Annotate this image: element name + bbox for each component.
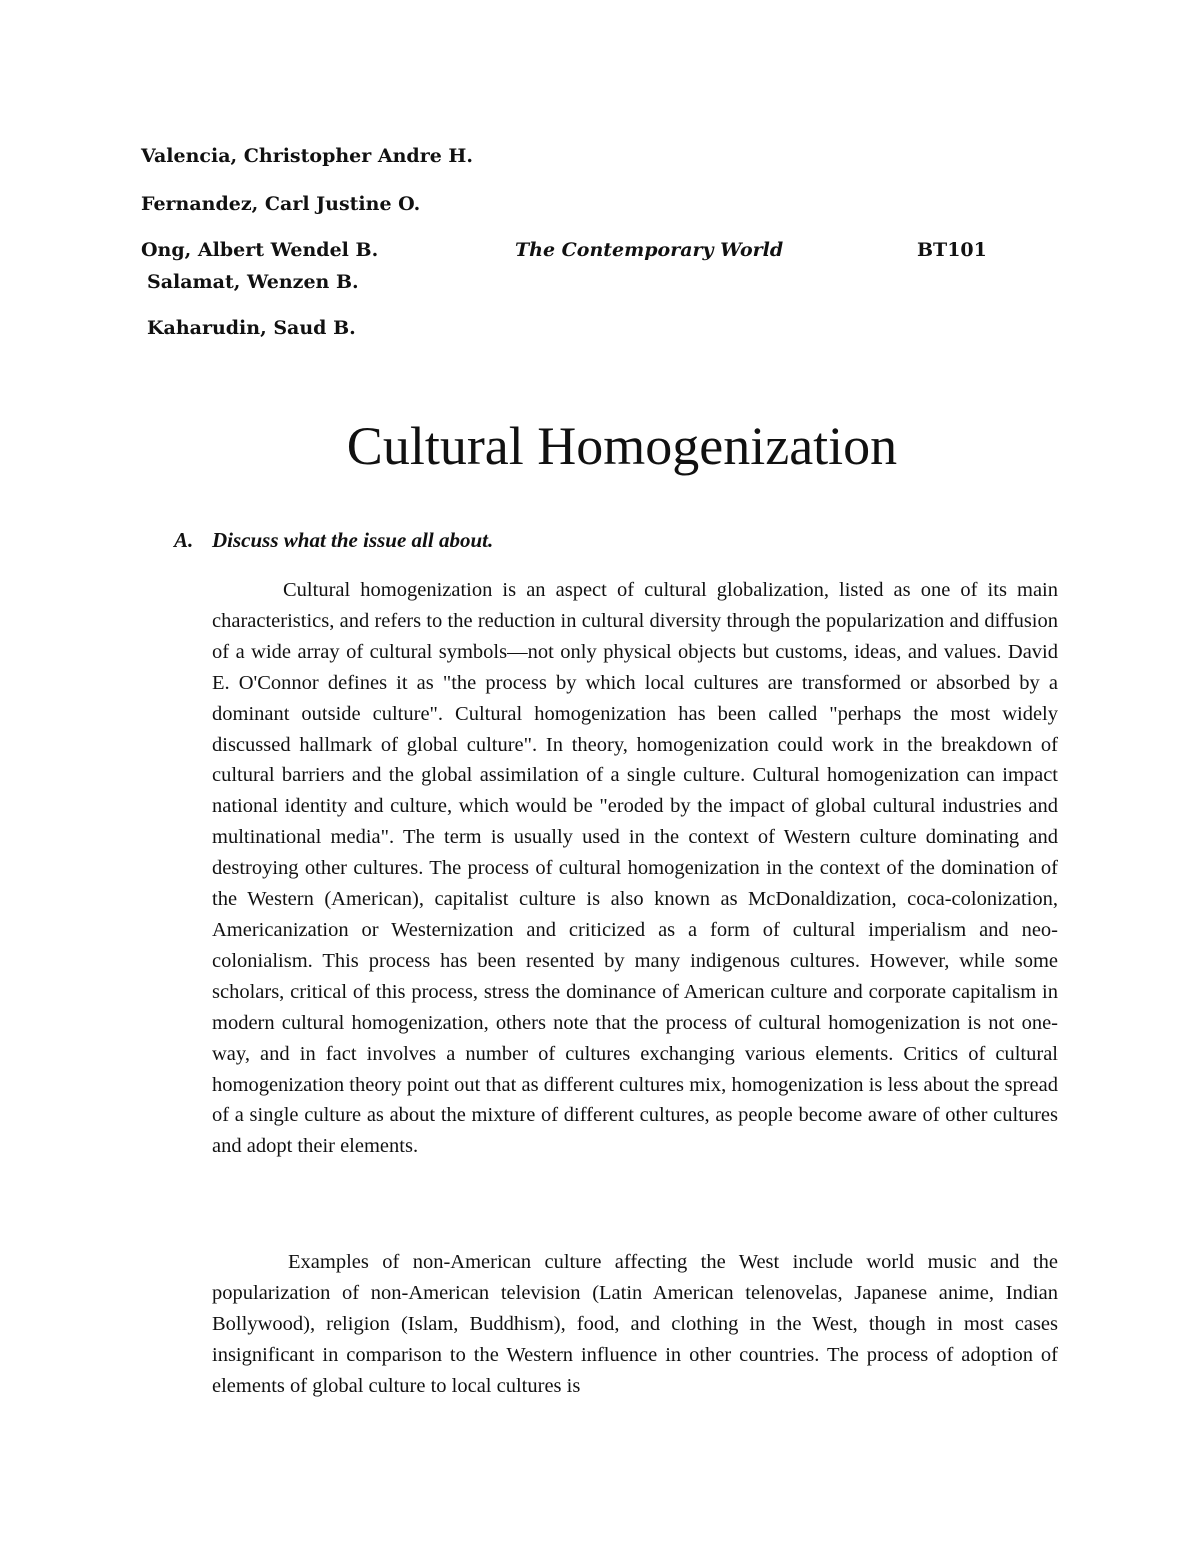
section-heading-text: Discuss what the issue all about. [212, 528, 494, 552]
author-name: Salamat, Wenzen B. [147, 271, 359, 293]
author-name: Fernandez, Carl Justine O. [141, 193, 421, 215]
section-marker: A. [174, 528, 194, 552]
section-heading [174, 527, 493, 553]
author-name: Valencia, Christopher Andre H. [141, 145, 473, 167]
course-name: The Contemporary World [515, 239, 784, 261]
section-code: BT101 [917, 239, 987, 261]
author-name: Kaharudin, Saud B. [147, 317, 356, 339]
body-paragraph: Examples of non-American culture affecting the West include world music and the popularization of non-American television (Latin American telenovelas, Japanese anime, Indian Bollywood), religion (Islam, Buddhism), food, and clothing in the West, though in most cases insignificant in comparison to the Western influence in other countries. The process of adoption of elements of global culture to local cultures is [212, 1251, 1058, 1397]
author-name: Ong, Albert Wendel B. [141, 239, 379, 261]
body-paragraph: Cultural homogenization is an aspect of cultural globalization, listed as one of its main characteristics, and refers to the reduction in cultural diversity through the popularization and diffusion of a wide array of cultural symbols—not only physical objects but customs, ideas, and values. David E. O'Connor defines it as "the process by which local cultures are transformed or absorbed by a dominant outside culture". Cultural homogenization has been called "perhaps the most widely discussed hallmark of global culture". In theory, homogenization could work in the breakdown of cultural barriers and the global assimilation of a single culture. Cultural homogenization can impact national identity and culture, which would be "eroded by the impact of global cultural industries and multinational media". The term is usually used in the context of Western culture dominating and destroying other cultures. The process of cultural homogenization in the context of the domination of the Western (American), capitalist culture is also known as McDonaldization, coca-colonization, Americanization or Westernization and criticized as a form of cultural imperialism and neo-colonialism. This process has been resented by many indigenous cultures. However, while some scholars, critical of this process, stress the dominance of American culture and corporate capitalism in modern cultural homogenization, others note that the process of cultural homogenization is not one-way, and in fact involves a number of cultures exchanging various elements. Critics of cultural homogenization theory point out that as different cultures mix, homogenization is less about the spread of a single culture as about the mixture of different cultures, as people become aware of other cultures and adopt their elements. [212, 579, 1058, 1158]
document-title: Cultural Homogenization [346, 416, 898, 476]
